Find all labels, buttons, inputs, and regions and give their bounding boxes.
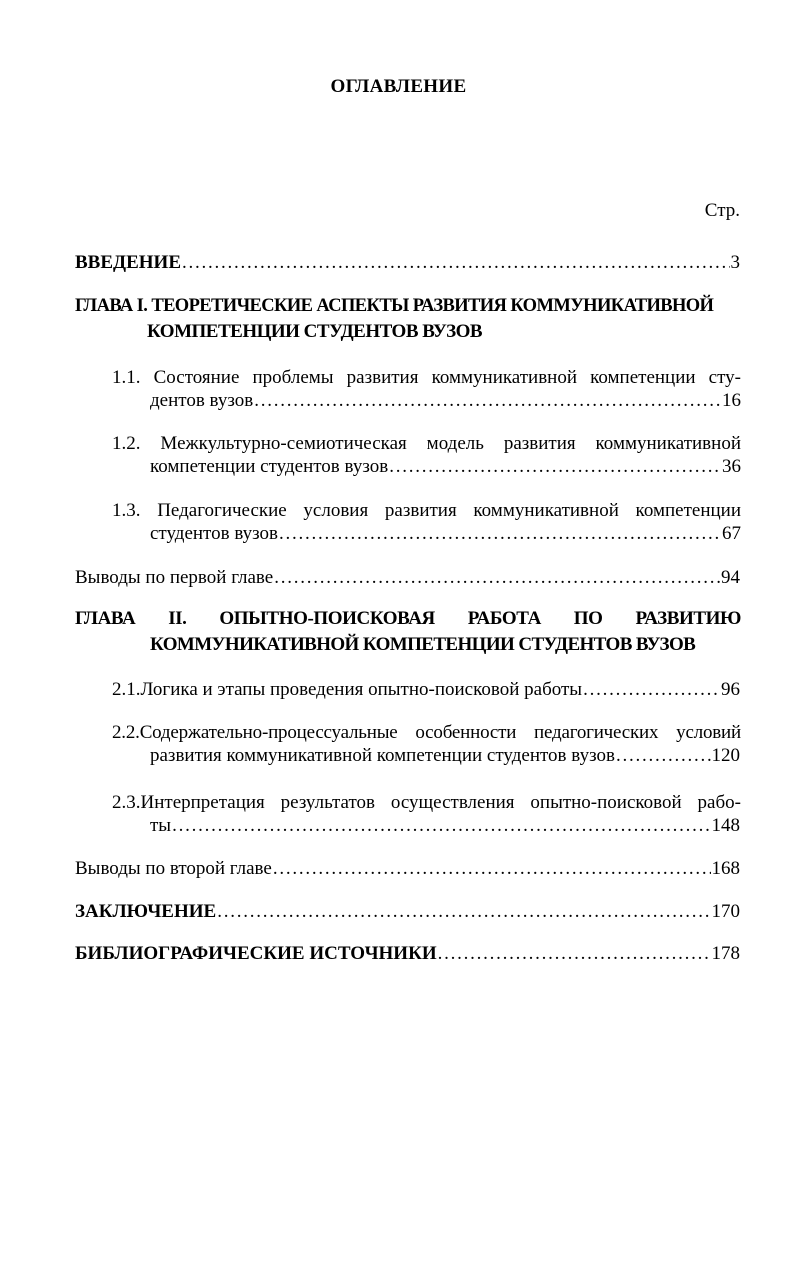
toc-entry-2-1[interactable] xyxy=(112,679,740,701)
page-column-label: Стр. xyxy=(704,200,740,221)
toc-entry-label: Выводы по второй главе xyxy=(75,858,272,879)
toc-entry-page: 36 xyxy=(722,456,741,477)
toc-entry-chapter2-conclusions[interactable] xyxy=(75,858,740,880)
toc-entry-page: 170 xyxy=(711,901,740,922)
toc-entry-label: развития коммуникативной компетенции студентов вузов xyxy=(150,745,615,766)
toc-entry-label: Выводы по первой главе xyxy=(75,567,274,588)
leader-dots xyxy=(217,901,710,923)
leader-dots xyxy=(273,858,711,880)
toc-entry-chapter1-conclusions[interactable] xyxy=(75,567,740,589)
chapter1-heading-line1[interactable]: ГЛАВА I. ТЕОРЕТИЧЕСКИЕ АСПЕКТЫ РАЗВИТИЯ КОММУНИКАТИВНОЙ xyxy=(75,296,714,316)
section-1-3-line1[interactable]: 1.3. Педагогические условия развития коммуникативной компетенции xyxy=(112,500,741,521)
toc-entry-label: ВВЕДЕНИЕ xyxy=(75,252,181,273)
toc-entry-label: дентов вузов xyxy=(150,390,254,411)
chapter2-heading-line2[interactable]: КОММУНИКАТИВНОЙ КОМПЕТЕНЦИИ СТУДЕНТОВ ВУЗОВ xyxy=(150,634,696,655)
toc-entry-label: студентов вузов xyxy=(150,523,279,544)
section-2-2-line1[interactable]: 2.2.Содержательно-процессуальные особенности педагогических условий xyxy=(112,722,741,743)
toc-entry-1-3[interactable] xyxy=(150,523,741,545)
toc-entry-page: 148 xyxy=(711,815,740,836)
leader-dots xyxy=(182,252,730,274)
leader-dots xyxy=(172,815,710,837)
toc-entry-page: 120 xyxy=(711,745,740,766)
page-title: ОГЛАВЛЕНИЕ xyxy=(330,76,467,97)
toc-entry-label: компетенции студентов вузов xyxy=(150,456,389,477)
toc-entry-label: 2.1.Логика и этапы проведения опытно-поисковой работы xyxy=(112,679,583,700)
toc-entry-bibliography[interactable] xyxy=(75,943,740,965)
toc-entry-1-2[interactable] xyxy=(150,456,741,478)
toc-entry-1-1[interactable] xyxy=(150,390,741,412)
section-2-3-line1[interactable]: 2.3.Интерпретация результатов осуществления опытно-поисковой рабо- xyxy=(112,792,741,813)
toc-entry-page: 96 xyxy=(721,679,740,700)
toc-entry-page: 168 xyxy=(711,858,740,879)
toc-entry-label: ты xyxy=(150,815,172,836)
toc-entry-page: 94 xyxy=(721,567,740,588)
chapter1-heading-line2[interactable]: КОМПЕТЕНЦИИ СТУДЕНТОВ ВУЗОВ xyxy=(147,321,483,342)
leader-dots xyxy=(254,390,721,412)
leader-dots xyxy=(274,567,720,589)
section-1-1-line1[interactable]: 1.1. Состояние проблемы развития коммуникативной компетенции сту- xyxy=(112,367,741,388)
leader-dots xyxy=(616,745,711,767)
chapter2-heading-line1[interactable]: ГЛАВА II. ОПЫТНО-ПОИСКОВАЯ РАБОТА ПО РАЗВИТИЮ xyxy=(75,608,741,629)
leader-dots xyxy=(438,943,711,965)
toc-entry-2-2[interactable] xyxy=(150,745,740,767)
toc-entry-label: БИБЛИОГРАФИЧЕСКИЕ ИСТОЧНИКИ xyxy=(75,943,437,964)
toc-entry-page: 16 xyxy=(722,390,741,411)
toc-entry-2-3[interactable] xyxy=(150,815,740,837)
toc-entry-intro[interactable] xyxy=(75,252,740,274)
section-1-2-line1[interactable]: 1.2. Межкультурно-семиотическая модель развития коммуникативной xyxy=(112,433,741,454)
leader-dots xyxy=(279,523,721,545)
toc-entry-label: ЗАКЛЮЧЕНИЕ xyxy=(75,901,217,922)
leader-dots xyxy=(389,456,721,478)
leader-dots xyxy=(583,679,720,701)
toc-entry-page: 178 xyxy=(711,943,740,964)
toc-entry-page: 3 xyxy=(730,252,740,273)
toc-entry-conclusion[interactable] xyxy=(75,901,740,923)
toc-entry-page: 67 xyxy=(722,523,741,544)
